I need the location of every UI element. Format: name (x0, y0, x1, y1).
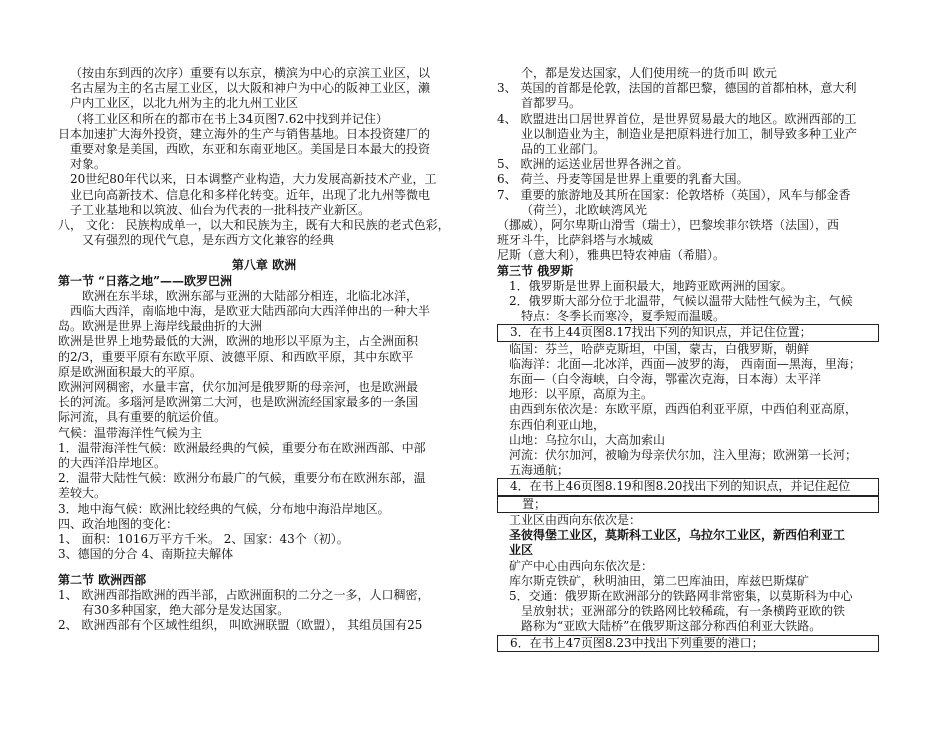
left-line: 20世纪80年代以来，日本调整产业构造，大力发展高新技术产业，工 (70, 172, 437, 187)
left-line: 欧洲是世界上地势最低的大洲，欧洲的地形以平原为主，占全洲面积 (58, 334, 419, 349)
left-line: 岛。欧洲是世界上海岸线最曲折的大洲 (58, 319, 263, 334)
right-line: 2．俄罗斯大部分位于北温带，气候以温带大陆性气候为主，气候 (509, 294, 853, 309)
left-line: 西临大西洋，南临地中海，是欧亚大陆西部向大西洋伸出的一种大半 (70, 304, 431, 319)
left-line: 业已向高新技术、信息化和多样化转变。近年，出现了北九州等微电 (70, 187, 431, 202)
right-line: 4、 欧盟进出口居世界首位，是世界贸易最大的地区。欧洲西部的工 (497, 111, 857, 126)
right-line: 矿产中心由西向东依次是： (509, 558, 654, 573)
right-line: 山地：乌拉尔山，大高加索山 (509, 432, 666, 447)
right-line: 临海洋：北面—北冰洋，西面—波罗的海， 西南面—黑海，里海； (509, 356, 861, 371)
right-line: 由西到东依次是：东欧平原，西西伯利亚平原，中西伯利亚高原， (509, 402, 858, 417)
right-line: 品的工业部门。 (521, 142, 606, 157)
right-line: 4．在书上46页图8.19和图8.20找出下列的知识点，并记住起位 (497, 478, 879, 495)
right-line: 第三节 俄罗斯 (497, 263, 574, 278)
left-line: 八， 文化： 民族构成单一，以大和民族为主，既有大和民族的老式色彩， (58, 218, 450, 233)
right-line: 业区 (509, 543, 534, 558)
right-line: 东面—（白令海峡，白令海，鄂霍次克海，日本海）太平洋 (509, 372, 822, 387)
left-line (58, 248, 470, 258)
right-line: 首都罗马。 (521, 96, 582, 111)
right-line: 圣彼得堡工业区，莫斯科工业区，乌拉尔工业区，新西伯利亚工 (509, 528, 846, 543)
left-line: 3．地中海气候：欧洲比较经典的气候，分布地中海沿岸地区。 (58, 501, 390, 516)
left-line: 长的河流。多瑙河是欧洲第二大河，也是欧洲流经国家最多的一条国 (58, 395, 419, 410)
right-line: 5．交通：俄罗斯在欧洲部分的铁路网非常密集，以莫斯科为中心 (509, 588, 853, 603)
left-line: 际河流，具有重要的航运价值。 (58, 410, 227, 425)
left-line: 差较大。 (58, 486, 107, 501)
left-line: 第一节 “日落之地”——欧罗巴洲 (58, 273, 232, 288)
right-line: 3、 英国的首都是伦敦，法国的首都巴黎，德国的首都柏林，意大利 (497, 81, 857, 96)
left-line: 1、 欧洲西部指欧洲的西半部，占欧洲面积的二分之一多，人口稠密， (58, 587, 430, 602)
right-line: 河流：伏尔加河，被喻为母亲伏尔加，注入里海；欧洲第一长河； (509, 448, 858, 463)
left-line: 又有强烈的现代气息，是东西方文化兼容的经典 (82, 233, 335, 248)
left-line: 2、 欧洲西部有个区域性组织， 叫欧洲联盟（欧盟）， 其组员国有25 (58, 618, 423, 633)
left-line: 第二节 欧洲西部 (58, 572, 147, 587)
right-line: 个，都是发达国家，人们使用统一的货币叫 欧元 (521, 66, 777, 80)
left-line: 有30多种国家，绝大部分是发达国家。 (82, 602, 290, 617)
right-line: 地形：以平原，高原为主。 (509, 387, 654, 402)
right-line: 工业区由西向东依次是： (509, 512, 642, 527)
left-line: 的大西洋沿岸地区。 (58, 456, 167, 471)
right-line: 路称为“亚欧大陆桥”在俄罗斯这部分称西伯利亚大铁路。 (521, 619, 822, 634)
left-line: 3、德国的分合 4、南斯拉夫解体 (58, 547, 234, 562)
right-line: 3．在书上44页图8.17找出下列的知识点，并记住位置； (497, 324, 879, 341)
right-line: 东西伯利亚山地， (509, 417, 606, 432)
left-line: 原是欧洲面积最大的平原。 (58, 364, 203, 379)
left-line: 名古屋为主的名古屋工业区，以大阪和神户为中心的阪神工业区，濑 (70, 81, 431, 96)
right-line: 库尔斯克铁矿，秋明油田，第二巴库油田，库兹巴斯煤矿 (509, 573, 810, 588)
left-line: 欧洲河网稠密，水量丰富，伏尔加河是俄罗斯的母亲河，也是欧洲最 (58, 380, 419, 395)
right-line: 6、 荷兰、丹麦等国是世界上重要的乳畜大国。 (497, 172, 749, 187)
left-line (58, 563, 470, 573)
right-line: 特点：冬季长而寒冷，夏季短而温暖。 (521, 309, 726, 324)
right-column (497, 66, 897, 652)
left-line: 对象。 (70, 157, 107, 172)
right-line: 临国：芬兰，哈萨克斯坦，中国，蒙古，白俄罗斯，朝鲜 (509, 341, 810, 356)
right-line: 5、 欧洲的运送业居世界各洲之首。 (497, 157, 689, 172)
right-line: 7、 重要的旅游地及其所在国家：伦敦塔桥（英国），风车与郁金香 (497, 187, 851, 202)
right-line: 呈放射状；亚洲部分的铁路网比较稀疏，有一条横跨亚欧的铁 (521, 604, 846, 619)
right-line: 业以制造业为主，制造业是把原料进行加工，制导致多种工业产 (521, 126, 858, 141)
right-line: （挪威），阿尔卑斯山滑雪（瑞士），巴黎埃菲尔铁塔（法国），西 (497, 218, 840, 233)
left-line: 四、政治地图的变化： (58, 516, 179, 531)
right-line: 五海通航； (509, 463, 570, 478)
left-line: 重要对象是美国，西欧，东亚和东南亚地区。美国是日本最大的投资 (70, 142, 431, 157)
left-line: 1、 面积：1016万平方千米。 2、国家：43个（初）。 (58, 532, 349, 547)
left-line: 的2/3，重要平原有东欧平原、波德平原、和西欧平原，其中东欧平 (58, 349, 414, 364)
right-line: 置； (497, 496, 879, 513)
left-column (58, 66, 470, 633)
right-line: 尼斯（意大利），雅典巴特农神庙（希腊）。 (497, 248, 726, 263)
right-line: 6．在书上47页图8.23中找出下列重要的港口； (497, 635, 879, 652)
left-line: 第八章 欧洲 (231, 258, 297, 273)
left-line: 欧洲在东半球，欧洲东部与亚洲的大陆部分相连，北临北冰洋， (82, 288, 419, 303)
left-line: 1．温带海洋性气候：欧洲最经典的气候，重要分布在欧洲西部、中部 (58, 440, 426, 455)
left-line: 子工业基地和以筑波、仙台为代表的一批科技产业新区。 (70, 202, 371, 217)
left-line: （将工业区和所在的都市在书上34页图7.62中找到并记住） (70, 111, 388, 126)
left-line: 气候：温带海洋性气候为主 (58, 425, 203, 440)
right-line: 班牙斗牛，比萨斜塔与水城威 (497, 233, 654, 248)
left-line: （按由东到西的次序）重要有以东京，横滨为中心的京滨工业区，以 (70, 66, 431, 80)
left-line: 2．温带大陆性气候：欧洲分布最广的气候，重要分布在欧洲东部，温 (58, 471, 426, 486)
left-line: 日本加速扩大海外投资，建立海外的生产与销售基地。日本投资建厂的 (58, 126, 431, 141)
left-line: 户内工业区，以北九州为主的北九州工业区 (70, 96, 299, 111)
right-line: 1．俄罗斯是世界上面积最大，地跨亚欧两洲的国家。 (509, 278, 793, 293)
right-line: （荷兰），北欧峡湾风光 (521, 202, 648, 217)
